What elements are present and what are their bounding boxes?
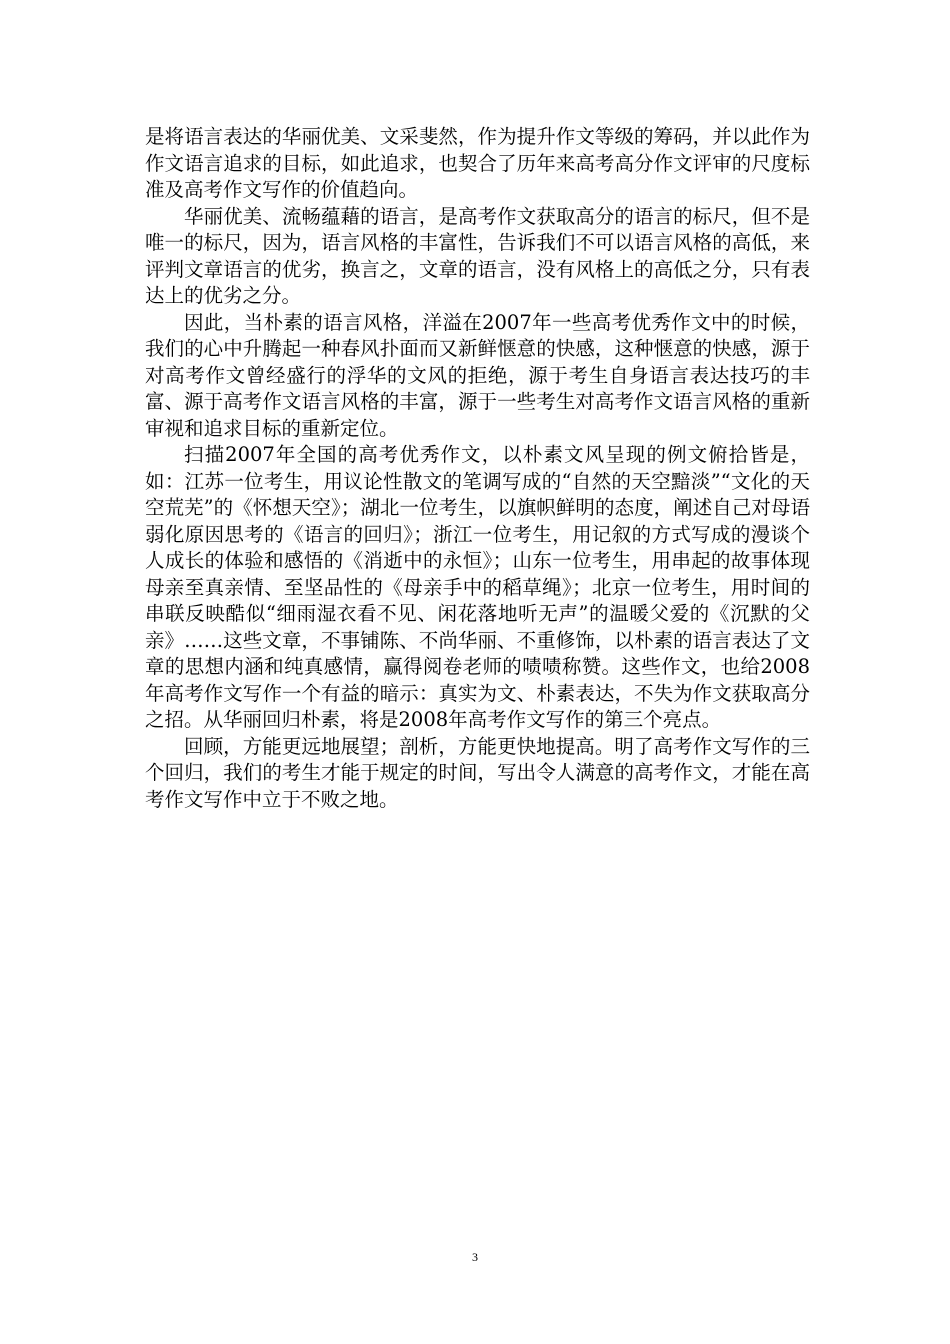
paragraph-conclusion: 回顾，方能更远地展望；剖析，方能更快地提高。明了高考作文写作的三个回归，我们的考生才能于规定的时间，写出令人满意的高考作文，才能在高考作文写作中立于不败之地。 [145, 734, 810, 811]
paragraph-examples: 扫描2007年全国的高考优秀作文，以朴素文风呈现的例文俯拾皆是，如：江苏一位考生，用议论性散文的笔调写成的“自然的天空黯淡”“文化的天空荒芜”的《怀想天空》；湖北一位考生，以旗帜鲜明的态度，阐述自己对母语弱化原因思考的《语言的回归》；浙江一位考生，用记叙的方式写成的漫谈个人成长的体验和感悟的《消逝中的永恒》；山东一位考生，用串起的故事体现母亲至真亲情、至坚品性的《母亲手中的稻草绳》；北京一位考生，用时间的串联反映酷似“细雨湿衣看不见、闲花落地听无声”的温暖父爱的《沉默的父亲》……这些文章，不事铺陈、不尚华丽、不重修饰，以朴素的语言表达了文章的思想内涵和纯真感情，赢得阅卷老师的啧啧称赞。这些作文，也给2008年高考作文写作一个有益的暗示：真实为文、朴素表达，不失为作文获取高分之招。从华丽回归朴素，将是2008年高考作文写作的第三个亮点。 [145, 443, 810, 731]
paragraph-continuation: 是将语言表达的华丽优美、文采斐然，作为提升作文等级的筹码，并以此作为作文语言追求的目标，如此追求，也契合了历年来高考高分作文评审的尺度标准及高考作文写作的价值趋向。 [145, 125, 810, 201]
paragraph-plain-style: 因此，当朴素的语言风格，洋溢在2007年一些高考优秀作文中的时候，我们的心中升腾起一种春风扑面而又新鲜惬意的快感，这种惬意的快感，源于对高考作文曾经盛行的浮华的文风的拒绝，源于考生自身语言表达技巧的丰富、源于高考作文语言风格的丰富，源于一些考生对高考作文语言风格的重新审视和追求目标的重新定位。 [145, 310, 810, 440]
paragraph-language-standard: 华丽优美、流畅蕴藉的语言，是高考作文获取高分的语言的标尺，但不是唯一的标尺，因为，语言风格的丰富性，告诉我们不可以语言风格的高低，来评判文章语言的优劣，换言之，文章的语言，没有风格上的高低之分，只有表达上的优劣之分。 [145, 204, 810, 307]
body-text [145, 124, 810, 813]
page-number: 3 [472, 1250, 478, 1264]
